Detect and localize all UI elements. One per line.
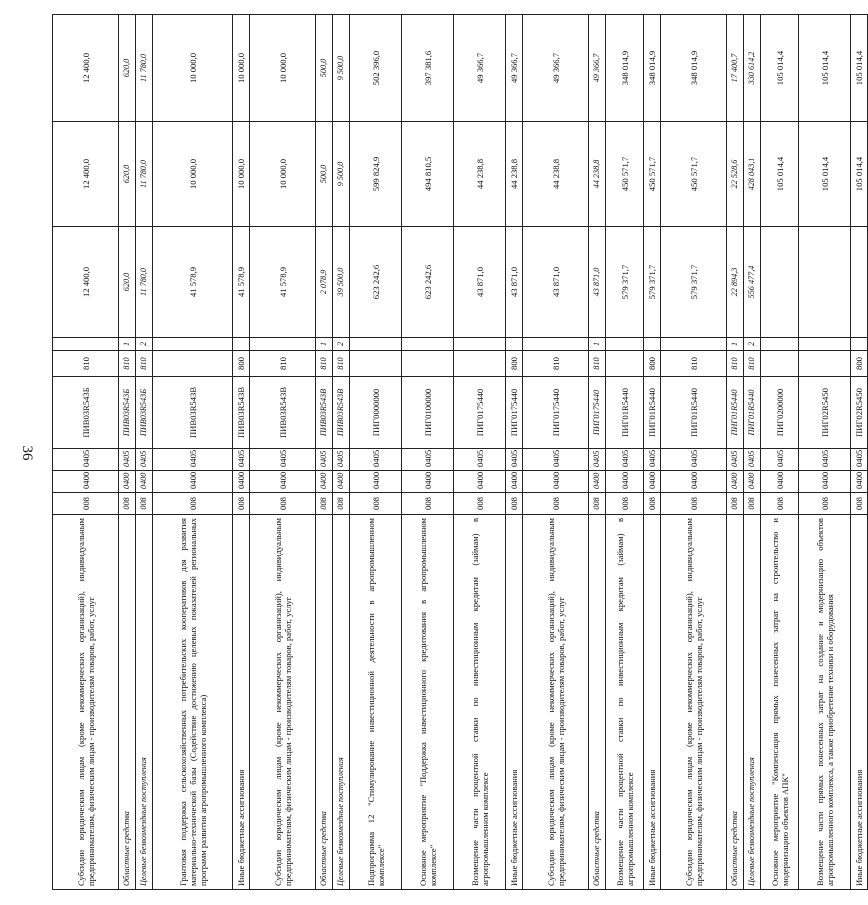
row-name: Субсидии юридическим лицам (кроме некоммерческих организаций), индивидуальным предпринимателям, физическим лицам - производителям товаров, работ, услуг [661,515,727,890]
table-row [799,15,851,890]
amount-year-2: 11 780,0 [136,122,153,227]
amount-year-2: 450 571,7 [606,122,644,227]
source-flag: 2 [136,338,153,351]
expense-type-code [350,351,402,377]
source-flag [350,338,402,351]
source-flag [153,338,233,351]
section-code: 0400 [333,471,350,493]
ministry-code: 008 [661,493,727,515]
table-row [333,15,350,890]
table-row [153,15,233,890]
section-code: 0400 [761,471,799,493]
amount-year-1: 43 871,0 [506,227,523,338]
ministry-code: 008 [506,493,523,515]
source-flag [250,338,316,351]
subsection-code: 0405 [523,449,589,471]
amount-year-3: 348 014,9 [644,15,661,122]
section-code: 0400 [744,471,761,493]
row-name: Областные средства [727,515,744,890]
amount-year-2: 10 000,0 [153,122,233,227]
amount-year-1: 11 780,0 [136,227,153,338]
target-article-code: ПИВ03R543В [250,377,316,449]
expense-type-code [402,351,454,377]
subsection-code: 0405 [53,449,119,471]
target-article-code: ПИВ03R543В [333,377,350,449]
expense-type-code: 800 [644,351,661,377]
section-code: 0400 [402,471,454,493]
row-name: Целевые безвозмездные поступления [136,515,153,890]
target-article-code: ПИГ0100000 [402,377,454,449]
source-flag: 1 [589,338,606,351]
target-article-code: ПИГ0175440 [454,377,506,449]
subsection-code: 0405 [233,449,250,471]
subsection-code: 0405 [136,449,153,471]
amount-year-1: 12 400,0 [53,227,119,338]
table-row [250,15,316,890]
subsection-code: 0405 [250,449,316,471]
target-article-code: ПИВ03R543Б [119,377,136,449]
amount-year-2: 44 238,8 [506,122,523,227]
amount-year-1: 41 578,9 [233,227,250,338]
amount-year-2: 450 571,7 [661,122,727,227]
table-row [53,15,119,890]
ministry-code: 008 [644,493,661,515]
subsection-code: 0405 [744,449,761,471]
row-name: Иные бюджетные ассигнования [644,515,661,890]
expense-type-code: 810 [523,351,589,377]
subsection-code: 0405 [589,449,606,471]
section-code: 0400 [53,471,119,493]
subsection-code: 0405 [644,449,661,471]
row-name: Грантовая поддержка сельскохозяйственных потребительских кооперативов для развития материально-технической базы (Содействие достижению целевых показателей региональных программ развития агропромышленного комплекса) [153,515,233,890]
expense-type-code: 810 [250,351,316,377]
amount-year-3: 348 014,9 [606,15,644,122]
section-code: 0400 [851,471,868,493]
ministry-code: 008 [136,493,153,515]
expense-type-code: 810 [316,351,333,377]
expense-type-code [761,351,799,377]
rotated-table-container [52,15,864,890]
table-row [851,15,868,890]
amount-year-3: 397 381,6 [402,15,454,122]
section-code: 0400 [589,471,606,493]
amount-year-1: 623 242,6 [402,227,454,338]
source-flag [799,338,851,351]
source-flag [53,338,119,351]
table-row [350,15,402,890]
amount-year-2: 9 500,0 [333,122,350,227]
ministry-code: 008 [727,493,744,515]
amount-year-1: 41 578,9 [250,227,316,338]
amount-year-1: 579 371,7 [606,227,644,338]
row-name: Основное мероприятие "Поддержка инвестиционного кредитования в агропромышленном комплексе" [402,515,454,890]
section-code: 0400 [153,471,233,493]
section-code: 0400 [606,471,644,493]
subsection-code: 0405 [350,449,402,471]
amount-year-2: 22 528,6 [727,122,744,227]
amount-year-3: 12 400,0 [53,15,119,122]
section-code: 0400 [799,471,851,493]
table-row [119,15,136,890]
ministry-code: 008 [799,493,851,515]
expense-type-code [606,351,644,377]
table-row [233,15,250,890]
ministry-code: 008 [523,493,589,515]
row-name: Иные бюджетные ассигнования [233,515,250,890]
amount-year-1: 43 871,0 [523,227,589,338]
row-name: Подпрограмма 12 "Стимулирование инвестиционной деятельности в агропромышленном комплексе" [350,515,402,890]
subsection-code: 0405 [454,449,506,471]
row-name: Субсидии юридическим лицам (кроме некоммерческих организаций), индивидуальным предпринимателям, физическим лицам - производителям товаров, работ, услуг [523,515,589,890]
source-flag [761,338,799,351]
amount-year-3: 49 366,7 [523,15,589,122]
row-name: Возмещение части прямых понесенных затрат на создание и модернизацию объектов агропромышленного комплекса, а также приобретение техники и оборудования [799,515,851,890]
amount-year-1 [851,227,868,338]
row-name: Субсидии юридическим лицам (кроме некоммерческих организаций), индивидуальным предпринимателям, физическим лицам - производителям товаров, работ, услуг [53,515,119,890]
amount-year-1: 22 894,3 [727,227,744,338]
subsection-code: 0405 [851,449,868,471]
amount-year-1 [761,227,799,338]
ministry-code: 008 [761,493,799,515]
table-row [727,15,744,890]
amount-year-3: 17 400,7 [727,15,744,122]
amount-year-2: 12 400,0 [53,122,119,227]
amount-year-3: 620,0 [119,15,136,122]
amount-year-3: 49 366,7 [589,15,606,122]
amount-year-1: 41 578,9 [153,227,233,338]
amount-year-2: 428 043,1 [744,122,761,227]
expense-type-code: 810 [744,351,761,377]
source-flag [851,338,868,351]
table-row [454,15,506,890]
amount-year-1: 579 371,7 [661,227,727,338]
subsection-code: 0405 [119,449,136,471]
source-flag [233,338,250,351]
row-name: Возмещение части процентной ставки по инвестиционным кредитам (займам) в агропромышленном комплексе [454,515,506,890]
amount-year-3: 105 014,4 [799,15,851,122]
source-flag [661,338,727,351]
subsection-code: 0405 [761,449,799,471]
amount-year-2: 10 000,0 [250,122,316,227]
target-article-code: ПИВ03R543В [316,377,333,449]
amount-year-3: 10 000,0 [250,15,316,122]
target-article-code: ПИВ03R543Б [136,377,153,449]
subsection-code: 0405 [661,449,727,471]
row-name: Субсидии юридическим лицам (кроме некоммерческих организаций), индивидуальным предпринимателям, физическим лицам - производителям товаров, работ, услуг [250,515,316,890]
amount-year-3: 49 366,7 [506,15,523,122]
table-row [136,15,153,890]
section-code: 0400 [316,471,333,493]
source-flag [454,338,506,351]
row-name: Областные средства [589,515,606,890]
expense-type-code: 810 [53,351,119,377]
expense-type-code [153,351,233,377]
expense-type-code [454,351,506,377]
row-name: Целевые безвозмездные поступления [744,515,761,890]
amount-year-3: 348 014,9 [661,15,727,122]
subsection-code: 0405 [316,449,333,471]
expense-type-code: 810 [333,351,350,377]
ministry-code: 008 [333,493,350,515]
source-flag [402,338,454,351]
table-row [606,15,644,890]
amount-year-2: 10 000,0 [233,122,250,227]
target-article-code: ПИГ01R5440 [606,377,644,449]
target-article-code: ПИГ02R5450 [799,377,851,449]
amount-year-3: 11 780,0 [136,15,153,122]
expense-type-code: 800 [851,351,868,377]
table-row [589,15,606,890]
ministry-code: 008 [744,493,761,515]
page-number: 36 [19,445,35,461]
amount-year-3: 330 614,2 [744,15,761,122]
amount-year-3: 9 500,0 [333,15,350,122]
amount-year-1: 43 871,0 [454,227,506,338]
section-code: 0400 [727,471,744,493]
table-row [644,15,661,890]
amount-year-1: 556 477,4 [744,227,761,338]
section-code: 0400 [644,471,661,493]
table-row [506,15,523,890]
section-code: 0400 [523,471,589,493]
section-code: 0400 [350,471,402,493]
amount-year-3: 105 014,4 [761,15,799,122]
table-row [316,15,333,890]
amount-year-2: 494 810,5 [402,122,454,227]
target-article-code: ПИГ01R5440 [644,377,661,449]
table-row [744,15,761,890]
amount-year-3: 10 000,0 [153,15,233,122]
amount-year-3: 105 014,4 [851,15,868,122]
ministry-code: 008 [250,493,316,515]
table-row [761,15,799,890]
amount-year-1: 2 078,9 [316,227,333,338]
subsection-code: 0405 [727,449,744,471]
amount-year-2: 44 238,8 [589,122,606,227]
source-flag [606,338,644,351]
source-flag [644,338,661,351]
expense-type-code: 800 [506,351,523,377]
ministry-code: 008 [153,493,233,515]
section-code: 0400 [661,471,727,493]
target-article-code: ПИВ03R543В [233,377,250,449]
source-flag: 1 [316,338,333,351]
expense-type-code: 810 [136,351,153,377]
expense-type-code: 810 [119,351,136,377]
ministry-code: 008 [350,493,402,515]
expense-type-code [799,351,851,377]
target-article-code: ПИГ01R5440 [661,377,727,449]
amount-year-2: 44 238,8 [454,122,506,227]
amount-year-3: 49 366,7 [454,15,506,122]
ministry-code: 008 [233,493,250,515]
amount-year-2: 44 238,8 [523,122,589,227]
subsection-code: 0405 [606,449,644,471]
section-code: 0400 [506,471,523,493]
amount-year-1: 43 871,0 [589,227,606,338]
row-name: Основное мероприятие "Компенсация прямых понесенных затрат на строительство и модернизацию объектов АПК" [761,515,799,890]
amount-year-2: 105 014,4 [761,122,799,227]
expense-type-code: 810 [727,351,744,377]
amount-year-1: 39 500,0 [333,227,350,338]
target-article-code: ПИГ02R5450 [851,377,868,449]
row-name: Иные бюджетные ассигнования [506,515,523,890]
amount-year-3: 10 000,0 [233,15,250,122]
budget-table [52,14,868,890]
amount-year-1: 620,0 [119,227,136,338]
amount-year-3: 502 396,0 [350,15,402,122]
source-flag: 2 [333,338,350,351]
amount-year-2: 450 571,7 [644,122,661,227]
subsection-code: 0405 [799,449,851,471]
ministry-code: 008 [316,493,333,515]
row-name: Областные средства [316,515,333,890]
section-code: 0400 [119,471,136,493]
ministry-code: 008 [53,493,119,515]
table-row [661,15,727,890]
source-flag [523,338,589,351]
source-flag: 2 [744,338,761,351]
subsection-code: 0405 [153,449,233,471]
subsection-code: 0405 [402,449,454,471]
row-name: Целевые безвозмездные поступления [333,515,350,890]
target-article-code: ПИГ01R5440 [727,377,744,449]
target-article-code: ПИГ0200000 [761,377,799,449]
expense-type-code: 810 [661,351,727,377]
amount-year-1 [799,227,851,338]
amount-year-2: 500,0 [316,122,333,227]
ministry-code: 008 [454,493,506,515]
target-article-code: ПИГ0175440 [506,377,523,449]
amount-year-2: 105 014,4 [851,122,868,227]
amount-year-1: 579 371,7 [644,227,661,338]
row-name: Иные бюджетные ассигнования [851,515,868,890]
amount-year-2: 599 824,9 [350,122,402,227]
ministry-code: 008 [589,493,606,515]
expense-type-code: 800 [233,351,250,377]
target-article-code: ПИВ03R543В [153,377,233,449]
section-code: 0400 [250,471,316,493]
target-article-code: ПИГ01R5440 [744,377,761,449]
row-name: Возмещение части процентной ставки по инвестиционным кредитам (займам) в агропромышленном комплексе [606,515,644,890]
source-flag: 1 [119,338,136,351]
subsection-code: 0405 [333,449,350,471]
ministry-code: 008 [851,493,868,515]
source-flag [506,338,523,351]
expense-type-code: 810 [589,351,606,377]
amount-year-2: 105 014,4 [799,122,851,227]
subsection-code: 0405 [506,449,523,471]
source-flag: 1 [727,338,744,351]
table-body [53,15,868,890]
amount-year-1: 623 242,6 [350,227,402,338]
target-article-code: ПИГ0175440 [589,377,606,449]
row-name: Областные средства [119,515,136,890]
ministry-code: 008 [119,493,136,515]
ministry-code: 008 [606,493,644,515]
target-article-code: ПИВ03R543Б [53,377,119,449]
table-row [523,15,589,890]
ministry-code: 008 [402,493,454,515]
amount-year-2: 620,0 [119,122,136,227]
target-article-code: ПИГ0000000 [350,377,402,449]
section-code: 0400 [233,471,250,493]
table-row [402,15,454,890]
section-code: 0400 [454,471,506,493]
section-code: 0400 [136,471,153,493]
target-article-code: ПИГ0175440 [523,377,589,449]
amount-year-3: 500,0 [316,15,333,122]
